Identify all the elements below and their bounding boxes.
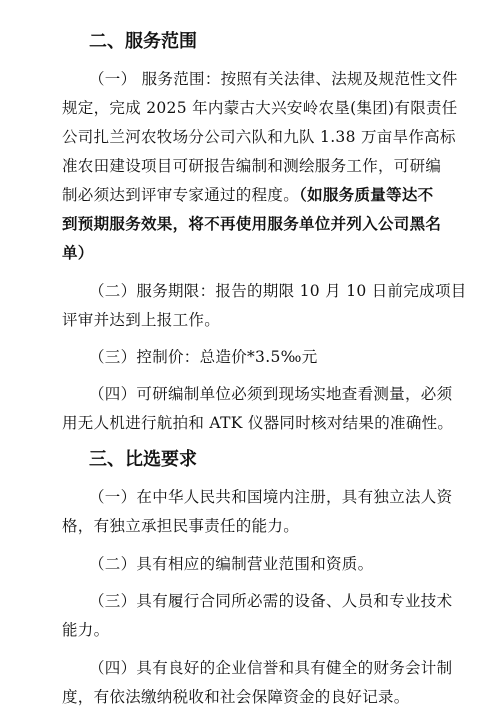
paragraph-bold-line: 单）: [62, 243, 94, 262]
paragraph-line: 公司扎兰河农牧场分公司六队和九队 1.38 万亩旱作高标: [62, 128, 456, 146]
paragraph-text: 制必须达到评审专家通过的程度。: [62, 186, 300, 204]
paragraph-line: 格，有独立承担民事责任的能力。: [62, 517, 300, 535]
paragraph-line: （二）服务期限：报告的期限 10 月 10 日前完成项目: [89, 282, 467, 300]
paragraph-line: 规定，完成 2025 年内蒙古大兴安岭农垦(集团)有限责任: [62, 99, 458, 117]
paragraph-line: （二）具有相应的编制营业范围和资质。: [89, 555, 374, 573]
paragraph-line: 度，有依法缴纳税收和社会保障资金的良好记录。: [62, 688, 410, 706]
paragraph-bold-line: 到预期服务效果，将不再使用服务单位并列入公司黑名: [62, 214, 442, 233]
paragraph-line: 用无人机进行航拍和 ATK 仪器同时核对结果的准确性。: [62, 414, 454, 432]
paragraph-line: 评审并达到上报工作。: [62, 311, 221, 329]
paragraph-line: （一） 服务范围：按照有关法律、法规及规范性文件: [89, 70, 458, 88]
paragraph-line: （三）具有履行合同所必需的设备、人员和专业技术: [89, 592, 453, 610]
section-heading-service-scope: 二、服务范围: [89, 31, 197, 52]
paragraph-line: [62, 184, 462, 206]
paragraph-line: （三）控制价：总造价*3.5‰元: [89, 348, 318, 366]
paragraph-line: （四）具有良好的企业信誉和具有健全的财务会计制: [89, 659, 453, 677]
paragraph-bold-text: （如服务质量等达不: [299, 185, 434, 204]
section-heading-selection-requirements: 三、比选要求: [89, 449, 197, 470]
paragraph-line: （四）可研编制单位必须到现场实地查看测量，必须: [89, 385, 453, 403]
paragraph-line: 能力。: [62, 621, 110, 639]
paragraph-line: （一）在中华人民共和国境内注册，具有独立法人资: [89, 488, 453, 506]
paragraph-line: 准农田建设项目可研报告编制和测绘服务工作，可研编: [62, 157, 442, 175]
